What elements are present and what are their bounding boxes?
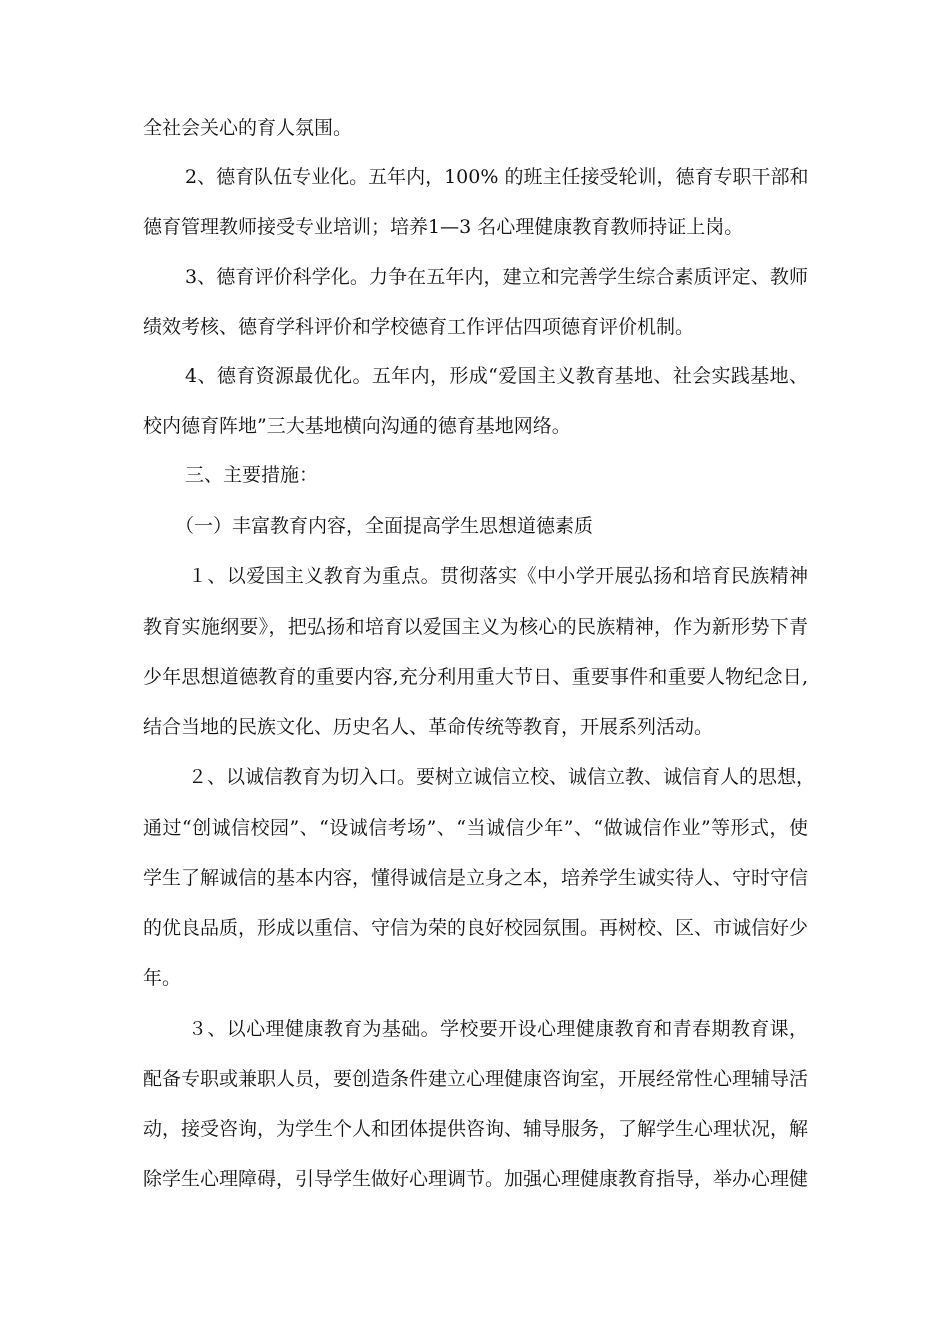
text-line-15: 通过“创诚信校园”、“设诚信考场”、“当诚信少年”、“做诚信作业”等形式，使 — [143, 817, 808, 839]
subsection-heading: （一）丰富教育内容，全面提高学生思想道德素质 — [175, 515, 594, 537]
text-line-19: ３、以心理健康教育为基础。学校要开设心理健康教育和青春期教育课， — [188, 1018, 808, 1040]
text-line-10: １、以爱国主义教育为重点。贯彻落实《中小学开展弘扬和培育民族精神 — [188, 565, 808, 587]
text-line-6: 4、德育资源最优化。五年内，形成“爱国主义教育基地、社会实践基地、 — [185, 365, 808, 387]
text-line-18: 年。 — [143, 967, 182, 989]
text-line-16: 学生了解诚信的基本内容，懂得诚信是立身之本，培养学生诚实待人、守时守信 — [143, 867, 809, 889]
text-line-20: 配备专职或兼职人员，要创造条件建立心理健康咨询室，开展经常性心理辅导活 — [143, 1068, 809, 1090]
text-line-22: 除学生心理障碍，引导学生做好心理调节。加强心理健康教育指导，举办心理健 — [143, 1168, 809, 1190]
section-heading: 三、主要措施： — [185, 464, 319, 486]
text-line-17: 的优良品质，形成以重信、守信为荣的良好校园氛围。再树校、区、市诚信好少 — [143, 917, 809, 939]
text-line-3: 德育管理教师接受专业培训；培养1—3 名心理健康教育教师持证上岗。 — [143, 216, 744, 238]
text-line-4: 3、德育评价科学化。力争在五年内，建立和完善学生综合素质评定、教师 — [185, 266, 808, 288]
text-line-21: 动，接受咨询，为学生个人和团体提供咨询、辅导服务，了解学生心理状况，解 — [143, 1118, 809, 1140]
text-line-7: 校内德育阵地”三大基地横向沟通的德育基地网络。 — [143, 415, 571, 437]
text-line-13: 结合当地的民族文化、历史名人、革命传统等教育，开展系列活动。 — [143, 716, 714, 738]
text-line-11: 教育实施纲要》，把弘扬和培育以爱国主义为核心的民族精神，作为新形势下青 — [143, 616, 808, 638]
text-line-14: ２、以诚信教育为切入口。要树立诚信立校、诚信立教、诚信育人的思想， — [188, 766, 816, 788]
text-line-2: 2、德育队伍专业化。五年内，100% 的班主任接受轮训，德育专职干部和 — [185, 166, 809, 188]
text-line-1: 全社会关心的育人氛围。 — [143, 117, 353, 139]
text-line-12: 少年思想道德教育的重要内容,充分利用重大节日、重要事件和重要人物纪念日, — [143, 666, 808, 688]
text-line-5: 绩效考核、德育学科评价和学校德育工作评估四项德育评价机制。 — [143, 316, 695, 338]
